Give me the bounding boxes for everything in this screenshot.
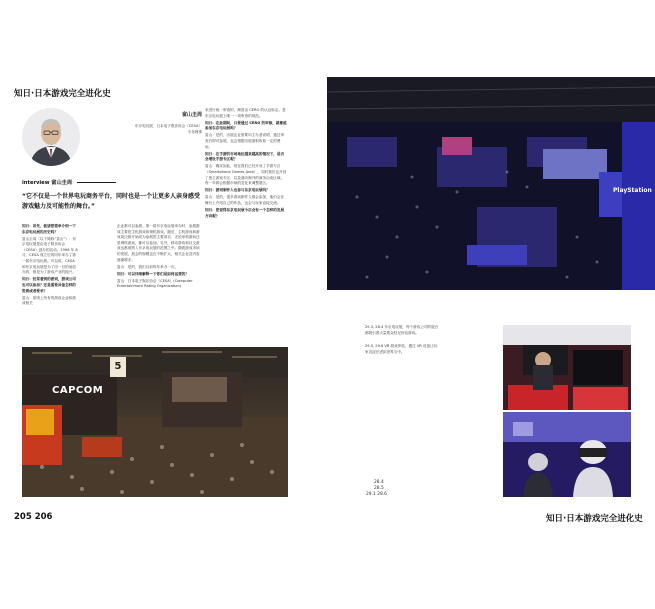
booth-number-sign: 5 xyxy=(110,357,126,377)
caption-number: 28.4 xyxy=(374,480,384,485)
caption-photo-second: 29.5, 29.6 VR 游戏体验，通过 VR 设备让玩家沉浸在虚拟世界当中。 xyxy=(365,344,438,354)
answer: 富山：是的，出展企业需要向主办者说明，通过审查后即可参展。也会根据出展面积收取一定的费用。 xyxy=(205,133,285,149)
left-running-title: 知日·日本游戏完全进化史 xyxy=(14,89,111,99)
profile-photo xyxy=(22,108,80,166)
answer: 富山：原则上所有的游戏企业和游戏相关 xyxy=(22,295,76,306)
caption-number: 28.6 xyxy=(377,492,387,497)
capcom-sign: CAPCOM xyxy=(52,385,104,396)
question: 知日：在此期间，只要通过 CERO 的审核，就都能参加东京电玩展吗？ xyxy=(205,120,287,131)
interview-label xyxy=(22,179,116,186)
interview-column-1 xyxy=(22,224,78,308)
interview-column-2 xyxy=(117,224,203,292)
question: 知日：经常看到的游戏，游戏公司也可以参加？还是需要具备怎样的资质或者要求？ xyxy=(22,277,76,293)
answer: 富山：是的，我们目前每年举办一次。 xyxy=(117,264,179,269)
interview-label-rule xyxy=(77,182,116,183)
answer: 来进行统一审查的，制度由 CERO 的认证标志，是东京电玩展上唯一一项审查的规范。 xyxy=(205,108,286,118)
profile-name: 富山圭周 xyxy=(181,112,202,118)
vr-headset-photo xyxy=(503,412,631,497)
convention-hall-photo xyxy=(327,77,655,290)
question: 知日：可以详细解释一下你们是如何运营的？ xyxy=(117,271,189,276)
capcom-booth-photo xyxy=(22,347,288,497)
caption-number-stack xyxy=(366,480,387,498)
answer: 富山圭周（以下简称“富山”）：东京电玩展是由电子娱乐协会（CESA）创办的活动。1996 年 8 月，CESA 成立后的同年举办了第一届东京电玩展。可以说，CESA 和东京电玩展是为了同一目的而创办的，都是为了游戏产业的振兴。 xyxy=(22,236,78,275)
answer: 富山：日本电子娱乐协会（CESA）(Computer Entertainment Rating Organization) xyxy=(117,278,193,289)
caption-number-prefix: 29.1 xyxy=(366,492,376,497)
caption-number: 28.5 xyxy=(374,486,384,491)
question: 知日：游戏制作人也参与东京电玩展吗？ xyxy=(205,188,270,193)
portrait-illustration xyxy=(22,108,80,166)
answer: 富山：是的，很多游戏制作人都会参加，他们会在舞台上介绍自己的作品，也会与玩家直接交流。 xyxy=(205,195,285,205)
question: 知日：在手游的市场地位越来越高的情况下，是否会增设手游专区呢？ xyxy=(205,151,285,162)
pull-quote: “它不仅是一个世界电玩商务平台，同时也是一个让更多人亲身感受游戏魅力及可能性的舞台。” xyxy=(22,193,200,210)
interview-label-text: interview 富山圭周 xyxy=(22,180,73,186)
playstation-sign: PlayStation xyxy=(613,187,652,194)
page-numbers: 205 206 xyxy=(14,512,53,522)
interview-column-3 xyxy=(205,108,287,221)
question: 知日：首先，能请您简单介绍一下东京电玩展的历史吗？ xyxy=(22,224,76,234)
profile-role: 东京电玩展，日本电子娱乐协会（CESA）专务理事 xyxy=(134,124,202,134)
vr-racing-photo xyxy=(503,325,631,410)
answer: 富山：确实如此，现在我们已经开设了手游专区（Smartphone Games Area），同时我们也开设了独立游戏专区，以及面向海外的商务洽谈区域。每一年都会根据市场的变化来调整展区。 xyxy=(205,164,287,186)
answer: 企业都可以参展。第一届东京电玩展举办时，参展游戏主要是主机游戏和街机游戏。随后，主机游戏和游戏周边都开始成为参展的主要项目，无论单机游戏还是网络游戏，都可以参加。另外，移动游戏和社交游戏也都被纳入东京电玩展的范围之中。随着游戏市场的发展，展会的规模也在不断扩大，相关企业及内容逐渐增多。 xyxy=(117,224,200,262)
caption-photo-first: 29.3, 28.4 东京电玩展，每个游戏公司的展台都吸引着大量观众驻足体验游戏。 xyxy=(365,325,439,335)
question: 知日：您觉得东京电玩展今后会有一个怎样的发展方向呢？ xyxy=(205,208,285,218)
right-running-title: 知日·日本游戏完全进化史 xyxy=(546,514,643,524)
